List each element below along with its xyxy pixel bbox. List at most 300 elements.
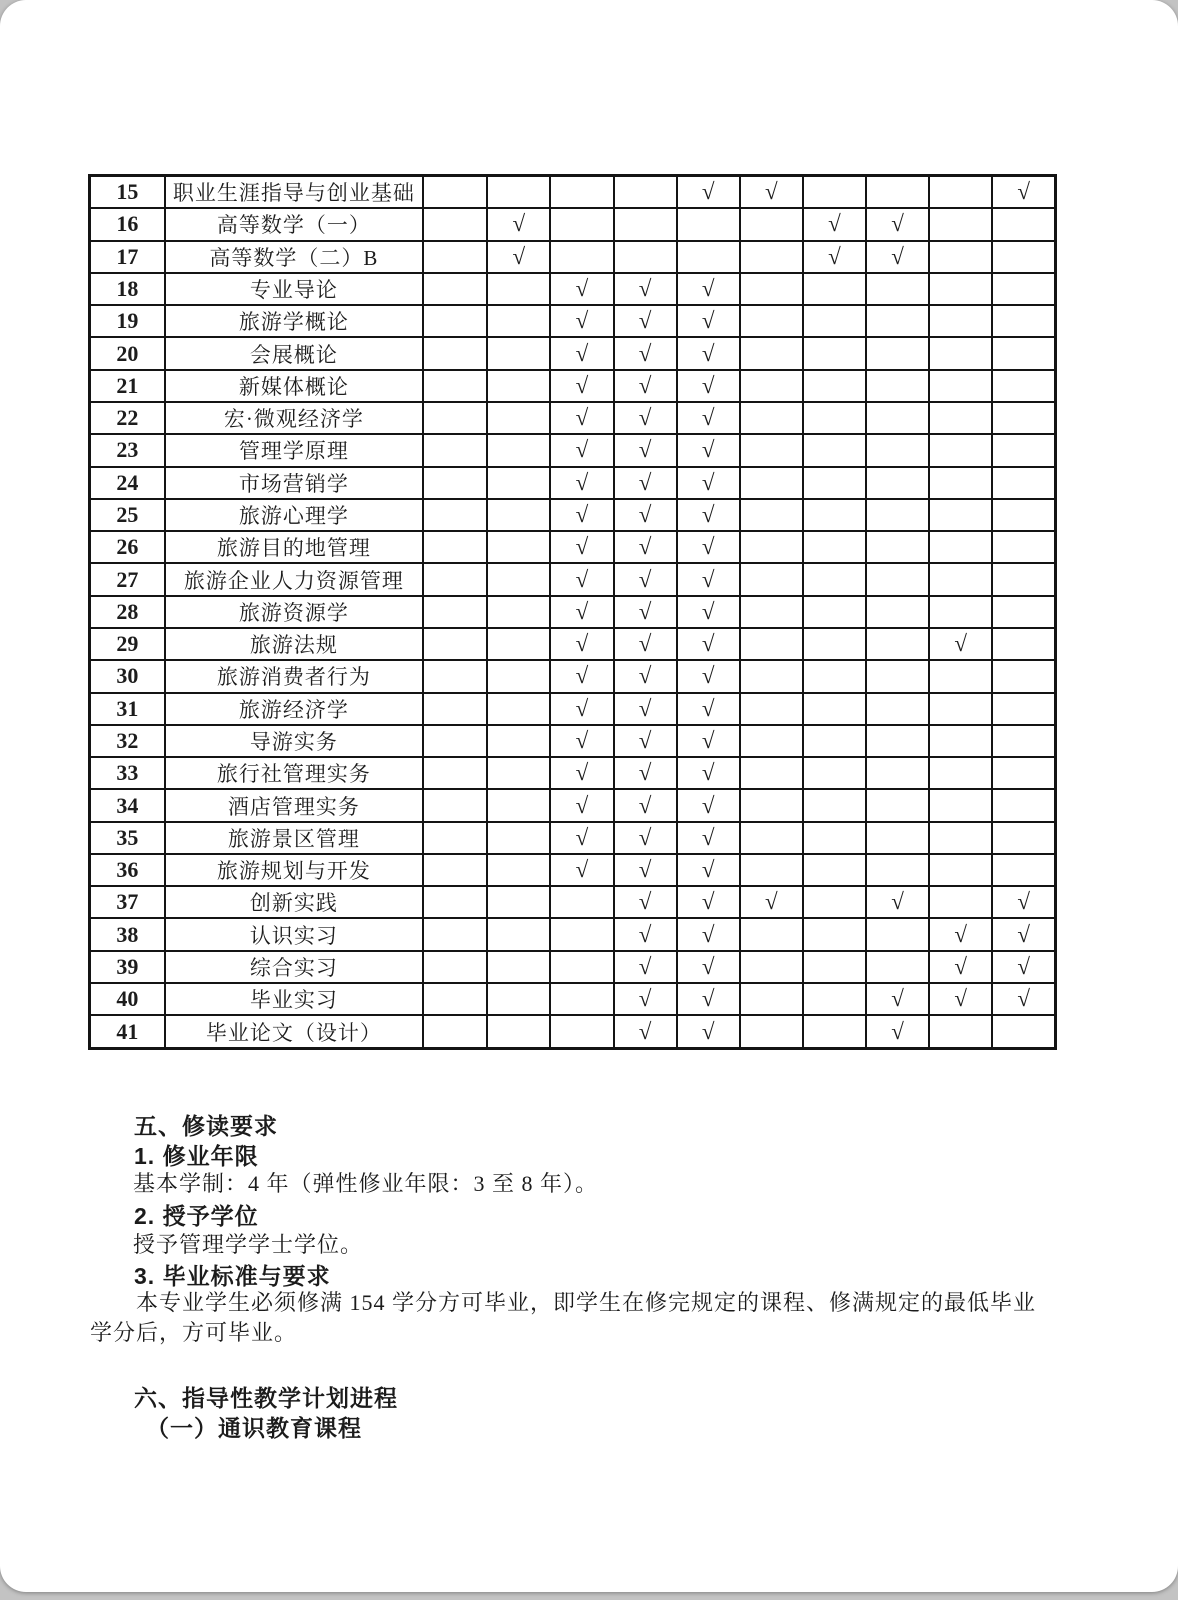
check-cell-empty — [614, 208, 677, 240]
check-cell-empty — [992, 241, 1055, 273]
course-name-cell: 综合实习 — [165, 951, 424, 983]
check-cell-empty — [866, 337, 929, 369]
check-cell-empty — [740, 1015, 803, 1048]
course-row — [90, 789, 1056, 821]
check-cell-empty — [423, 951, 487, 983]
check-cell-checked: √ — [550, 789, 613, 821]
check-cell-checked: √ — [550, 531, 613, 563]
check-cell-empty — [423, 628, 487, 660]
course-number-cell: 16 — [90, 208, 165, 240]
check-cell-empty — [550, 208, 613, 240]
check-cell-empty — [866, 854, 929, 886]
check-cell-checked: √ — [677, 757, 740, 789]
check-cell-checked: √ — [550, 305, 613, 337]
check-cell-empty — [487, 822, 550, 854]
check-cell-empty — [740, 273, 803, 305]
course-row — [90, 983, 1056, 1015]
course-row — [90, 886, 1056, 918]
section5-item3-title: 3. 毕业标准与要求 — [134, 1263, 331, 1289]
check-cell-checked: √ — [614, 1015, 677, 1048]
course-row — [90, 596, 1056, 628]
check-cell-checked: √ — [677, 725, 740, 757]
check-cell-empty — [740, 337, 803, 369]
check-cell-empty — [992, 434, 1055, 466]
section5-item2-body: 授予管理学学士学位。 — [133, 1232, 364, 1257]
course-number-cell: 40 — [90, 983, 165, 1015]
check-cell-empty — [740, 660, 803, 692]
check-cell-checked: √ — [677, 854, 740, 886]
check-cell-empty — [992, 757, 1055, 789]
course-number-cell: 34 — [90, 789, 165, 821]
check-cell-empty — [423, 370, 487, 402]
check-cell-empty — [423, 467, 487, 499]
check-cell-empty — [803, 628, 866, 660]
check-cell-empty — [423, 531, 487, 563]
check-cell-empty — [423, 563, 487, 595]
check-cell-checked: √ — [550, 660, 613, 692]
check-cell-checked: √ — [677, 402, 740, 434]
check-cell-empty — [740, 305, 803, 337]
check-cell-empty — [614, 241, 677, 273]
check-cell-empty — [992, 531, 1055, 563]
check-cell-empty — [866, 273, 929, 305]
check-cell-empty — [929, 402, 992, 434]
check-cell-checked: √ — [803, 208, 866, 240]
check-cell-empty — [992, 305, 1055, 337]
course-name-cell: 认识实习 — [165, 918, 424, 950]
check-cell-checked: √ — [866, 886, 929, 918]
check-cell-empty — [992, 273, 1055, 305]
check-cell-empty — [487, 886, 550, 918]
check-cell-empty — [487, 757, 550, 789]
check-cell-empty — [487, 951, 550, 983]
check-cell-checked: √ — [992, 918, 1055, 950]
course-number-cell: 31 — [90, 693, 165, 725]
check-cell-empty — [992, 854, 1055, 886]
course-name-cell: 市场营销学 — [165, 467, 424, 499]
check-cell-checked: √ — [550, 370, 613, 402]
course-row — [90, 531, 1056, 563]
check-cell-empty — [992, 467, 1055, 499]
check-cell-empty — [677, 241, 740, 273]
check-cell-checked: √ — [550, 628, 613, 660]
check-cell-empty — [803, 499, 866, 531]
check-cell-empty — [487, 467, 550, 499]
check-cell-checked: √ — [614, 757, 677, 789]
course-name-cell: 会展概论 — [165, 337, 424, 369]
check-cell-empty — [740, 951, 803, 983]
check-cell-empty — [740, 693, 803, 725]
check-cell-empty — [803, 822, 866, 854]
check-cell-checked: √ — [677, 273, 740, 305]
check-cell-empty — [803, 757, 866, 789]
check-cell-empty — [992, 822, 1055, 854]
check-cell-empty — [423, 757, 487, 789]
course-row — [90, 273, 1056, 305]
check-cell-checked: √ — [614, 789, 677, 821]
course-name-cell: 旅游消费者行为 — [165, 660, 424, 692]
check-cell-empty — [866, 757, 929, 789]
check-cell-empty — [992, 563, 1055, 595]
check-cell-empty — [487, 660, 550, 692]
course-name-cell: 旅游学概论 — [165, 305, 424, 337]
check-cell-checked: √ — [550, 563, 613, 595]
course-row — [90, 951, 1056, 983]
check-cell-empty — [740, 402, 803, 434]
check-cell-empty — [992, 1015, 1055, 1048]
check-cell-checked: √ — [614, 402, 677, 434]
check-cell-checked: √ — [677, 596, 740, 628]
course-name-cell: 专业导论 — [165, 273, 424, 305]
check-cell-empty — [550, 176, 613, 209]
course-number-cell: 39 — [90, 951, 165, 983]
check-cell-checked: √ — [677, 918, 740, 950]
check-cell-checked: √ — [677, 531, 740, 563]
course-row — [90, 693, 1056, 725]
check-cell-empty — [929, 467, 992, 499]
check-cell-empty — [740, 596, 803, 628]
course-row — [90, 628, 1056, 660]
check-cell-empty — [423, 337, 487, 369]
section6-sub1-title: （一）通识教育课程 — [146, 1415, 362, 1441]
check-cell-checked: √ — [614, 983, 677, 1015]
check-cell-empty — [803, 370, 866, 402]
check-cell-empty — [992, 208, 1055, 240]
course-row — [90, 305, 1056, 337]
check-cell-empty — [866, 531, 929, 563]
check-cell-checked: √ — [677, 337, 740, 369]
check-cell-empty — [929, 886, 992, 918]
check-cell-checked: √ — [866, 241, 929, 273]
check-cell-empty — [740, 434, 803, 466]
course-name-cell: 宏·微观经济学 — [165, 402, 424, 434]
check-cell-checked: √ — [550, 854, 613, 886]
check-cell-empty — [866, 628, 929, 660]
check-cell-checked: √ — [614, 531, 677, 563]
check-cell-empty — [803, 886, 866, 918]
check-cell-checked: √ — [740, 886, 803, 918]
check-cell-empty — [803, 337, 866, 369]
check-cell-empty — [992, 596, 1055, 628]
check-cell-empty — [550, 1015, 613, 1048]
check-cell-checked: √ — [614, 596, 677, 628]
check-cell-empty — [423, 273, 487, 305]
course-number-cell: 25 — [90, 499, 165, 531]
check-cell-empty — [740, 370, 803, 402]
check-cell-empty — [929, 434, 992, 466]
section5-title: 五、修读要求 — [134, 1113, 278, 1139]
course-number-cell: 19 — [90, 305, 165, 337]
check-cell-checked: √ — [487, 241, 550, 273]
check-cell-checked: √ — [487, 208, 550, 240]
check-cell-empty — [487, 531, 550, 563]
check-cell-empty — [992, 370, 1055, 402]
check-cell-checked: √ — [614, 951, 677, 983]
check-cell-empty — [423, 305, 487, 337]
check-cell-checked: √ — [614, 370, 677, 402]
course-name-cell: 旅游经济学 — [165, 693, 424, 725]
course-number-cell: 41 — [90, 1015, 165, 1048]
check-cell-empty — [740, 822, 803, 854]
course-number-cell: 35 — [90, 822, 165, 854]
check-cell-empty — [487, 789, 550, 821]
course-number-cell: 22 — [90, 402, 165, 434]
check-cell-empty — [866, 499, 929, 531]
check-cell-empty — [929, 693, 992, 725]
check-cell-empty — [550, 983, 613, 1015]
check-cell-empty — [929, 305, 992, 337]
check-cell-empty — [614, 176, 677, 209]
check-cell-empty — [803, 983, 866, 1015]
check-cell-empty — [929, 757, 992, 789]
course-number-cell: 17 — [90, 241, 165, 273]
check-cell-empty — [423, 208, 487, 240]
check-cell-checked: √ — [677, 305, 740, 337]
check-cell-checked: √ — [614, 822, 677, 854]
check-cell-checked: √ — [677, 434, 740, 466]
course-number-cell: 18 — [90, 273, 165, 305]
check-cell-empty — [423, 434, 487, 466]
check-cell-checked: √ — [677, 370, 740, 402]
check-cell-empty — [423, 822, 487, 854]
course-row — [90, 660, 1056, 692]
check-cell-empty — [423, 499, 487, 531]
check-cell-empty — [992, 660, 1055, 692]
check-cell-empty — [423, 176, 487, 209]
course-name-cell: 新媒体概论 — [165, 370, 424, 402]
check-cell-empty — [740, 983, 803, 1015]
check-cell-checked: √ — [992, 176, 1055, 209]
check-cell-empty — [423, 1015, 487, 1048]
course-number-cell: 37 — [90, 886, 165, 918]
check-cell-empty — [740, 854, 803, 886]
check-cell-empty — [866, 176, 929, 209]
check-cell-empty — [423, 983, 487, 1015]
check-cell-checked: √ — [677, 499, 740, 531]
check-cell-empty — [740, 241, 803, 273]
check-cell-checked: √ — [614, 693, 677, 725]
check-cell-checked: √ — [677, 628, 740, 660]
check-cell-empty — [740, 789, 803, 821]
course-number-cell: 30 — [90, 660, 165, 692]
check-cell-empty — [866, 434, 929, 466]
check-cell-empty — [423, 886, 487, 918]
check-cell-empty — [803, 660, 866, 692]
check-cell-empty — [866, 370, 929, 402]
check-cell-empty — [550, 951, 613, 983]
check-cell-empty — [423, 918, 487, 950]
course-name-cell: 旅游目的地管理 — [165, 531, 424, 563]
check-cell-empty — [866, 660, 929, 692]
section5-item3-paragraph: 本专业学生必须修满 154 学分方可毕业，即学生在修完规定的课程、修满规定的最低毕业学分后，方可毕业。 — [90, 1290, 1037, 1345]
check-cell-empty — [866, 596, 929, 628]
check-cell-empty — [803, 305, 866, 337]
check-cell-checked: √ — [677, 789, 740, 821]
course-name-cell: 高等数学（一） — [165, 208, 424, 240]
course-row — [90, 854, 1056, 886]
check-cell-empty — [803, 854, 866, 886]
check-cell-checked: √ — [550, 337, 613, 369]
check-cell-empty — [803, 467, 866, 499]
check-cell-checked: √ — [803, 241, 866, 273]
check-cell-empty — [487, 596, 550, 628]
check-cell-empty — [992, 499, 1055, 531]
check-cell-checked: √ — [677, 822, 740, 854]
course-row — [90, 1015, 1056, 1048]
check-cell-empty — [423, 660, 487, 692]
course-row — [90, 467, 1056, 499]
check-cell-empty — [803, 273, 866, 305]
course-number-cell: 38 — [90, 918, 165, 950]
check-cell-empty — [929, 822, 992, 854]
check-cell-checked: √ — [550, 596, 613, 628]
section6-title: 六、指导性教学计划进程 — [134, 1385, 398, 1411]
course-number-cell: 23 — [90, 434, 165, 466]
check-cell-checked: √ — [866, 1015, 929, 1048]
check-cell-checked: √ — [550, 822, 613, 854]
check-cell-empty — [423, 596, 487, 628]
check-cell-checked: √ — [614, 467, 677, 499]
check-cell-empty — [487, 725, 550, 757]
course-name-cell: 高等数学（二）B — [165, 241, 424, 273]
check-cell-checked: √ — [677, 951, 740, 983]
check-cell-empty — [740, 757, 803, 789]
check-cell-empty — [803, 725, 866, 757]
check-cell-checked: √ — [614, 660, 677, 692]
course-number-cell: 20 — [90, 337, 165, 369]
check-cell-empty — [803, 531, 866, 563]
check-cell-empty — [992, 402, 1055, 434]
check-cell-empty — [487, 983, 550, 1015]
check-cell-empty — [487, 628, 550, 660]
check-cell-empty — [929, 176, 992, 209]
check-cell-empty — [487, 1015, 550, 1048]
check-cell-checked: √ — [677, 983, 740, 1015]
check-cell-checked: √ — [550, 757, 613, 789]
check-cell-checked: √ — [614, 305, 677, 337]
check-cell-empty — [929, 660, 992, 692]
section5-item2-title: 2. 授予学位 — [134, 1203, 259, 1229]
course-number-cell: 21 — [90, 370, 165, 402]
check-cell-checked: √ — [677, 886, 740, 918]
course-row — [90, 337, 1056, 369]
course-plan-table — [88, 174, 1057, 1050]
check-cell-checked: √ — [992, 951, 1055, 983]
check-cell-checked: √ — [929, 983, 992, 1015]
check-cell-empty — [677, 208, 740, 240]
check-cell-empty — [803, 402, 866, 434]
course-row — [90, 563, 1056, 595]
check-cell-empty — [992, 789, 1055, 821]
course-name-cell: 旅游心理学 — [165, 499, 424, 531]
check-cell-checked: √ — [614, 725, 677, 757]
course-name-cell: 酒店管理实务 — [165, 789, 424, 821]
check-cell-empty — [487, 305, 550, 337]
check-cell-empty — [929, 273, 992, 305]
course-row — [90, 208, 1056, 240]
course-number-cell: 26 — [90, 531, 165, 563]
section5-item1-body: 基本学制：4 年（弹性修业年限：3 至 8 年）。 — [133, 1171, 599, 1196]
check-cell-empty — [992, 628, 1055, 660]
check-cell-empty — [929, 370, 992, 402]
check-cell-checked: √ — [550, 725, 613, 757]
check-cell-empty — [992, 693, 1055, 725]
course-name-cell: 导游实务 — [165, 725, 424, 757]
check-cell-empty — [866, 822, 929, 854]
check-cell-checked: √ — [866, 208, 929, 240]
check-cell-empty — [487, 176, 550, 209]
course-row — [90, 402, 1056, 434]
check-cell-empty — [487, 337, 550, 369]
check-cell-empty — [740, 531, 803, 563]
course-name-cell: 毕业论文（设计） — [165, 1015, 424, 1048]
check-cell-empty — [487, 499, 550, 531]
course-row — [90, 434, 1056, 466]
check-cell-empty — [487, 434, 550, 466]
course-name-cell: 管理学原理 — [165, 434, 424, 466]
check-cell-empty — [550, 918, 613, 950]
check-cell-checked: √ — [992, 886, 1055, 918]
check-cell-empty — [740, 208, 803, 240]
check-cell-empty — [866, 789, 929, 821]
course-name-cell: 旅游法规 — [165, 628, 424, 660]
check-cell-empty — [423, 725, 487, 757]
check-cell-empty — [487, 402, 550, 434]
check-cell-empty — [866, 693, 929, 725]
course-name-cell: 旅游景区管理 — [165, 822, 424, 854]
check-cell-empty — [487, 854, 550, 886]
check-cell-empty — [992, 337, 1055, 369]
check-cell-empty — [740, 563, 803, 595]
check-cell-checked: √ — [550, 434, 613, 466]
course-table-body — [90, 176, 1056, 1049]
check-cell-empty — [487, 563, 550, 595]
check-cell-empty — [866, 305, 929, 337]
check-cell-empty — [929, 563, 992, 595]
check-cell-empty — [803, 596, 866, 628]
course-number-cell: 28 — [90, 596, 165, 628]
check-cell-checked: √ — [614, 563, 677, 595]
course-number-cell: 29 — [90, 628, 165, 660]
course-number-cell: 32 — [90, 725, 165, 757]
check-cell-checked: √ — [614, 628, 677, 660]
check-cell-checked: √ — [614, 499, 677, 531]
check-cell-empty — [423, 789, 487, 821]
check-cell-empty — [487, 370, 550, 402]
course-row — [90, 370, 1056, 402]
check-cell-checked: √ — [929, 918, 992, 950]
check-cell-empty — [929, 1015, 992, 1048]
course-name-cell: 创新实践 — [165, 886, 424, 918]
check-cell-checked: √ — [677, 467, 740, 499]
check-cell-empty — [487, 273, 550, 305]
check-cell-checked: √ — [677, 693, 740, 725]
course-row — [90, 499, 1056, 531]
check-cell-empty — [803, 789, 866, 821]
check-cell-empty — [487, 918, 550, 950]
check-cell-empty — [866, 725, 929, 757]
check-cell-empty — [803, 434, 866, 466]
check-cell-empty — [740, 628, 803, 660]
check-cell-checked: √ — [614, 337, 677, 369]
course-name-cell: 旅游企业人力资源管理 — [165, 563, 424, 595]
check-cell-empty — [866, 951, 929, 983]
check-cell-checked: √ — [614, 273, 677, 305]
check-cell-checked: √ — [677, 660, 740, 692]
check-cell-empty — [487, 693, 550, 725]
course-name-cell: 旅游规划与开发 — [165, 854, 424, 886]
check-cell-empty — [550, 886, 613, 918]
